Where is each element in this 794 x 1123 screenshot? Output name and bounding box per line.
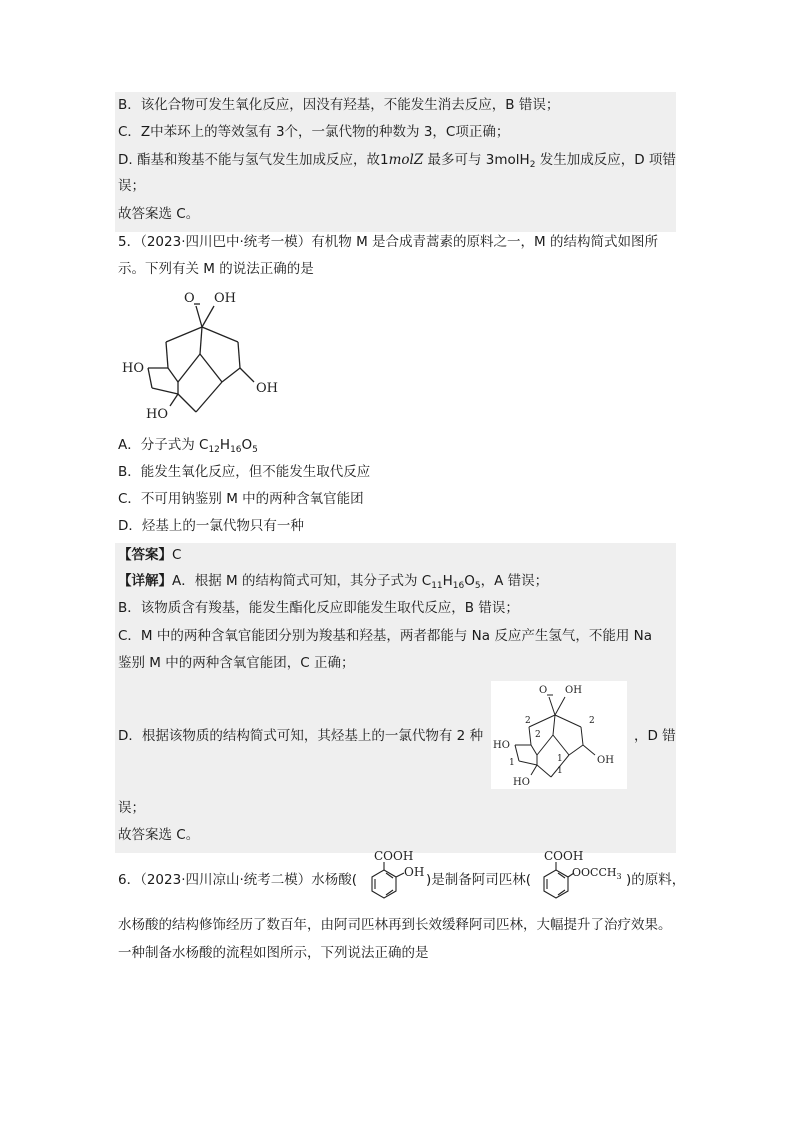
labeled-cooh-oh: OH <box>565 685 582 696</box>
label-2-right: 2 <box>589 716 595 726</box>
option-a: A．分子式为 $C_{12}H_{16}O_5$ <box>118 437 258 455</box>
prev-solution-final: 故答案选 C。 <box>118 206 200 222</box>
label-1-center: 1 <box>557 754 563 764</box>
label-2-left: 2 <box>525 716 531 726</box>
prev-solution-c: C．Z中苯环上的等效氢有 3个，一氯代物的种数为 3，C项正确； <box>118 124 510 140</box>
salicylic-cooh: COOH <box>374 849 414 863</box>
aspirin-cooh: COOH <box>544 849 584 863</box>
question6-stem-post: )的原料， <box>626 872 686 888</box>
detail-label: 【详解】 <box>118 573 172 589</box>
question6-line2: 水杨酸的结构修饰经历了数百年，由阿司匹林再到长效缓释阿司匹林，大幅提升了治疗效果。 <box>118 917 672 933</box>
detail-c-line1: C．M 中的两种含氧官能团分别为羧基和羟基，两者都能与 Na 反应产生氢气，不能用 Na <box>118 628 652 644</box>
labeled-ho-left: HO <box>493 740 510 751</box>
labeled-ho-bottom: HO <box>513 777 530 788</box>
answer5-final: 故答案选 C。 <box>118 827 200 843</box>
labeled-oh-right: OH <box>597 755 614 766</box>
detail-d: D．根据该物质的结构简式可知，其烃基上的一氯代物有 2 种 <box>118 728 484 744</box>
label-1-bottom: 1 <box>557 766 563 776</box>
prev-solution-b: B．该化合物可发生氧化反应，因没有羟基，不能发生消去反应，B 错误； <box>118 97 560 113</box>
structure-carbonyl-o: O <box>184 291 195 306</box>
structure-oh-right: OH <box>256 381 278 396</box>
label-2-inner: 2 <box>535 730 541 740</box>
labeled-structure-image <box>491 681 627 789</box>
compound-m-structure <box>118 284 298 426</box>
label-1-left: 1 <box>509 758 515 768</box>
question6-stem-mid: )是制备阿司匹林( <box>426 872 532 888</box>
structure-ho-left: HO <box>122 361 144 376</box>
option-c: C．不可用钠鉴别 M 中的两种含氧官能团 <box>118 491 364 507</box>
answer-value: C <box>172 547 182 563</box>
question6-stem-pre: 6．（2023·四川凉山·统考二模）水杨酸( <box>118 872 358 888</box>
option-d: D．烃基上的一氯代物只有一种 <box>118 518 304 534</box>
detail-d-end: 误； <box>118 800 145 816</box>
detail-c-line2: 鉴别 M 中的两种含氧官能团，C 正确； <box>118 655 355 671</box>
option-b: B．能发生氧化反应，但不能发生取代反应 <box>118 464 371 480</box>
salicylic-acid-structure <box>360 848 426 908</box>
detail-d-suffix: ，D 错 <box>634 728 676 744</box>
aspirin-structure <box>532 848 632 908</box>
question5-stem-line1: 5．（2023·四川巴中·统考一模）有机物 M 是合成青蒿素的原料之一，M 的结构简式如图所 <box>118 234 658 250</box>
salicylic-oh: OH <box>404 865 425 879</box>
question6-line3: 一种制备水杨酸的流程如图所示，下列说法正确的是 <box>118 945 429 961</box>
prev-solution-d: D. 酯基和羧基不能与氢气发生加成反应，故1molZ 最多可与 3molH$_2$ 发生加成反应，D 项错 <box>118 152 676 170</box>
aspirin-oocch3: $OOCCH_3$ <box>572 866 622 881</box>
structure-cooh-oh: OH <box>214 291 236 306</box>
detail-a: 【详解】A．根据 M 的结构简式可知，其分子式为 $C_{11}H_{16}O_5$，A 错误； <box>118 573 549 591</box>
prev-solution-d-cont: 误； <box>118 178 145 194</box>
structure-ho-bottom: HO <box>146 407 168 422</box>
labeled-carbonyl-o: O <box>539 685 548 696</box>
question5-stem-line2: 示。下列有关 M 的说法正确的是 <box>118 261 314 277</box>
answer-label: 【答案】 <box>118 547 172 563</box>
answer-line <box>118 545 181 565</box>
detail-b: B．该物质含有羧基，能发生酯化反应即能发生取代反应，B 错误； <box>118 600 519 616</box>
